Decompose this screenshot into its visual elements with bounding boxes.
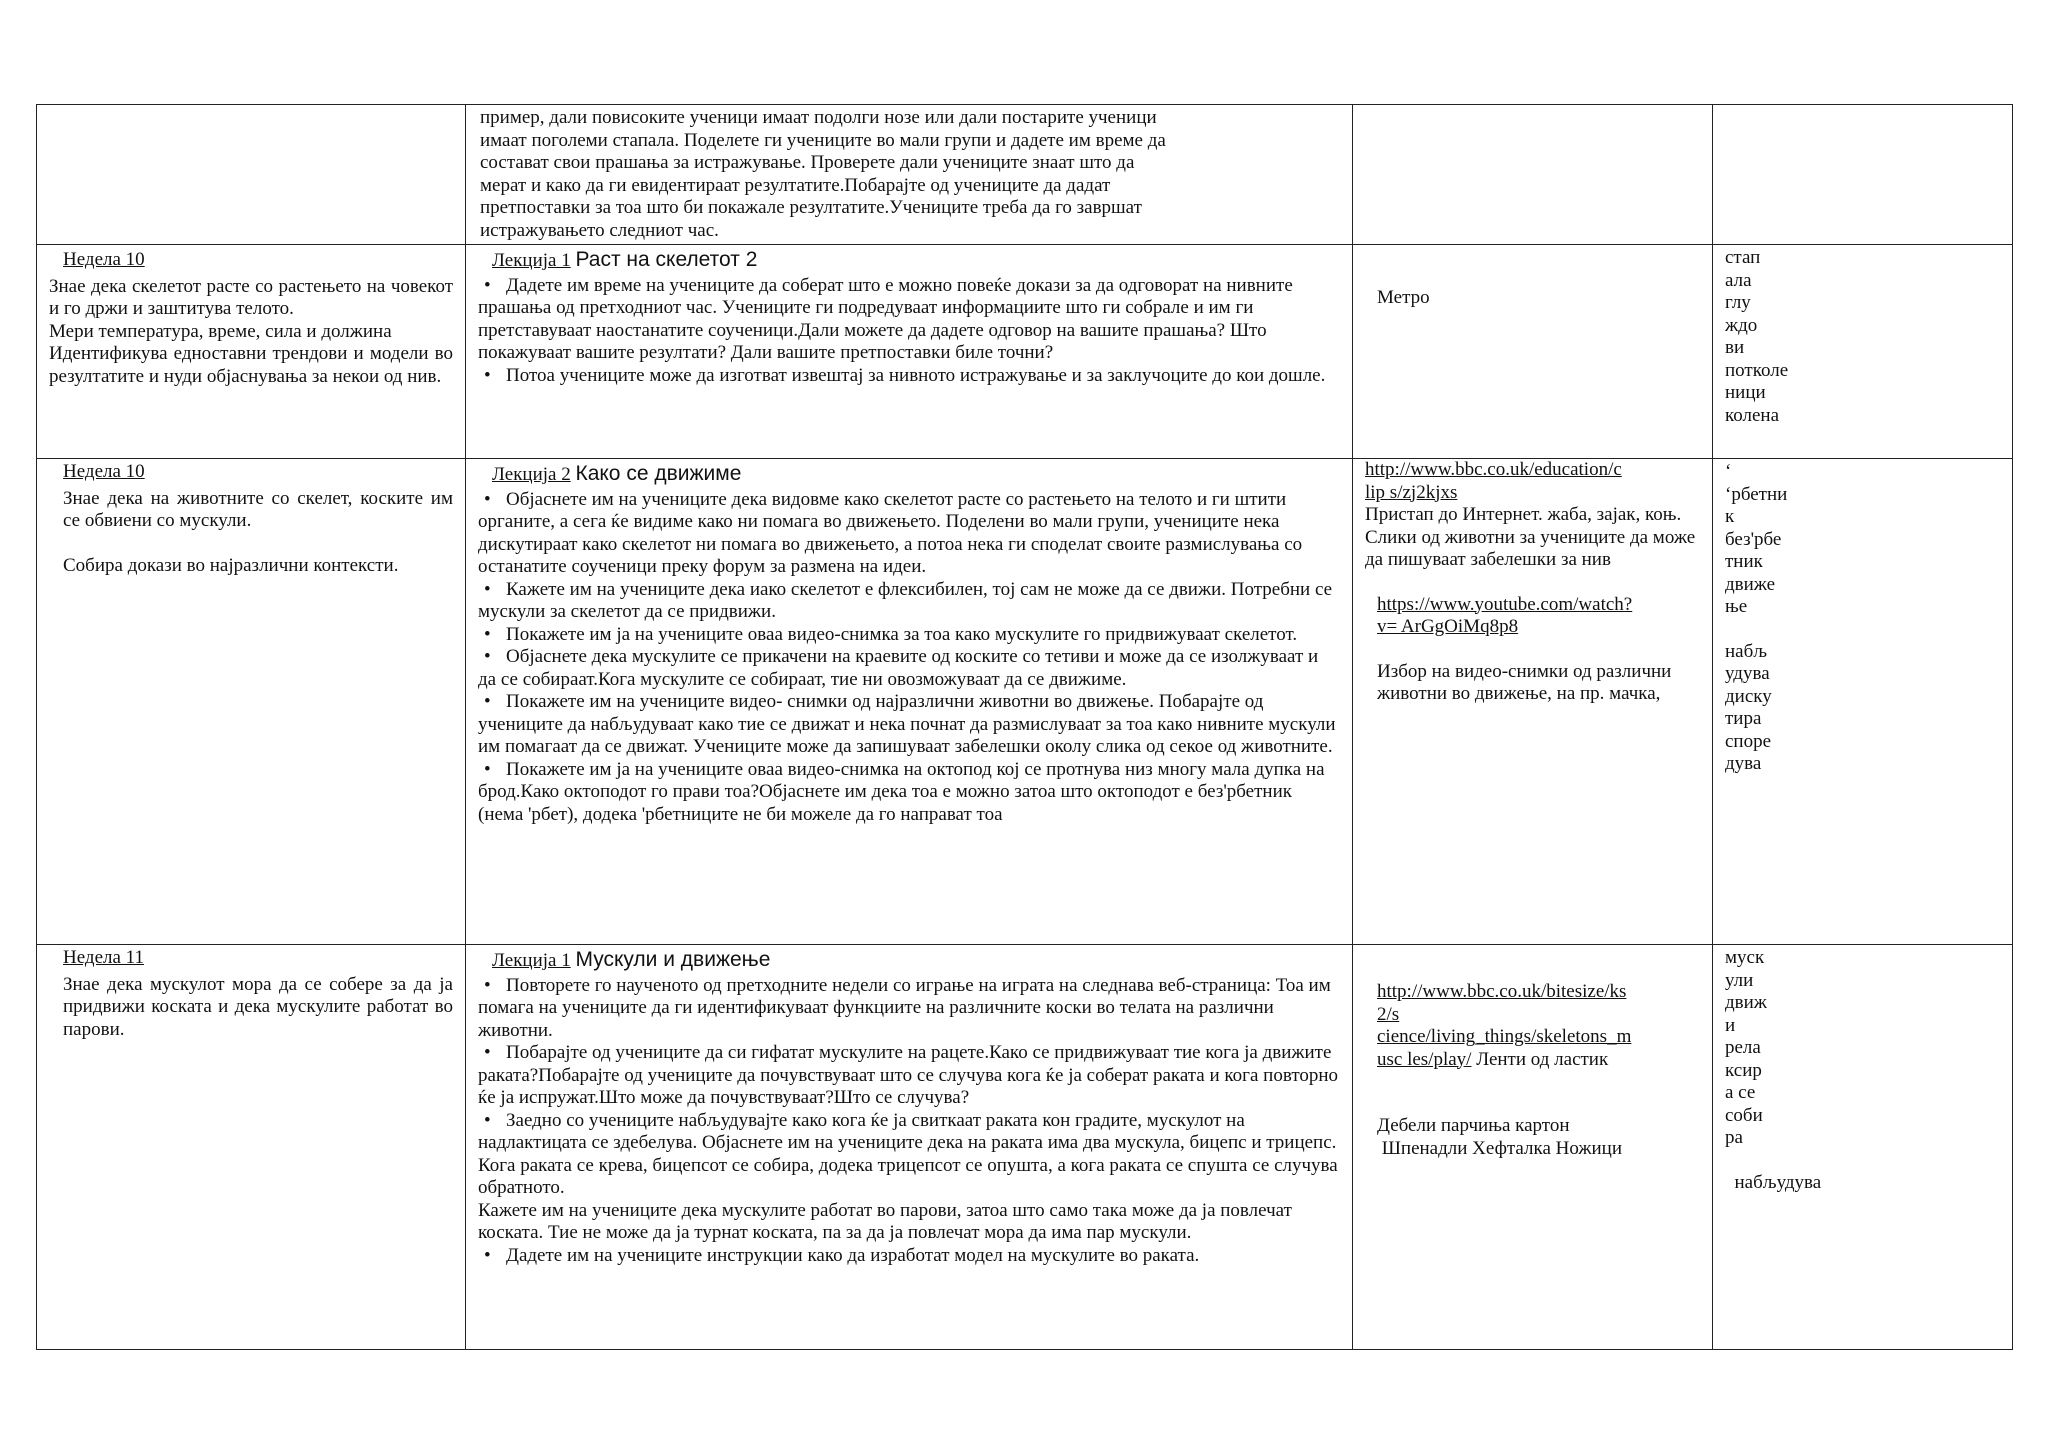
resource-text: Шпенадли Хефталка Ножици — [1377, 1137, 1623, 1159]
vocabulary-cell — [1713, 105, 2013, 245]
activity-item: • Дадете им време на учениците да соберат што е можно повеќе докази за да одговорат на нивните прашања од претходниот час. Учениците ги подредуваат информациите што ги собрале и им ги претставуваат наостанатите соученици.Дали можете да дадете одговор на вашите прашања? Што покажуваат вашите резултати? Дали вашите претпоставки биле точни? — [478, 275, 1340, 365]
week-label: Недела 10 — [63, 461, 145, 482]
table-row — [37, 105, 2013, 245]
vocabulary-word: набљ — [1725, 640, 1768, 662]
vocabulary-word: движ — [1725, 992, 1767, 1013]
activity-item: • Покажете им ја на учениците оваа видео-снимка за тоа како мускулите го придвижуваат скелетот. — [478, 624, 1340, 647]
activity-line: имаат поголеми стапала. Поделете ги учениците во мали групи и дадете им време да — [480, 129, 1166, 151]
activity-line: претпоставки за тоа што би покажале резултатите.Учениците треба да го завршат — [480, 197, 1142, 218]
resource-spacer — [1365, 639, 1700, 661]
table-row — [37, 245, 2013, 459]
lesson-number: Лекција 1 — [492, 950, 571, 971]
resource-text: Ленти од ластик — [1471, 1048, 1609, 1070]
goal-spacer — [63, 533, 453, 555]
activity-line: истражувањето следниот час. — [480, 219, 719, 241]
vocabulary-word: удува — [1725, 663, 1770, 684]
vocabulary-word: движе — [1725, 573, 1776, 595]
vocabulary-word: ала — [1725, 269, 1752, 291]
goal-text: Идентификува едноставни трендови и модели во резултатите и нуди објаснувања за некои од нив. — [49, 343, 453, 387]
activity-line: мерат и како да ги евидентираат резултатите.Побарајте од учениците да дадат — [480, 174, 1111, 196]
activities-cell — [466, 459, 1353, 945]
vocabulary-word: ви — [1725, 337, 1745, 358]
resource-text: Дебели парчиња картон — [1377, 1115, 1570, 1136]
lesson-number: Лекција 1 — [492, 250, 571, 271]
vocabulary-word: стап — [1725, 247, 1761, 268]
lesson-title: Како се движиме — [575, 462, 742, 485]
vocabulary-word: муск — [1725, 947, 1765, 968]
vocabulary-word: ра — [1725, 1127, 1743, 1148]
vocabulary-word: ње — [1725, 596, 1748, 617]
goals-cell — [37, 459, 466, 945]
goal-text: Собира докази во најразлични контексти. — [63, 554, 399, 576]
vocabulary-word: без'рбе — [1725, 528, 1782, 550]
activity-item: • Потоа учениците може да изготват извештај за нивното истражување и за заклучоците до кои дошле. — [478, 365, 1340, 388]
vocabulary-word: тира — [1725, 708, 1762, 729]
vocabulary-word: ници — [1725, 382, 1766, 403]
vocabulary-word: ‘ — [1725, 461, 1732, 482]
week-label: Недела 11 — [63, 947, 144, 968]
bbc-video-link[interactable]: http://www.bbc.co.uk/education/c lip s/zj2kjxs — [1365, 459, 1622, 503]
vocabulary-word: ули — [1725, 969, 1754, 991]
goals-cell — [37, 945, 466, 1350]
resource-text: Пристап до Интернет. жаба, зајак, коњ. — [1365, 504, 1682, 525]
vocabulary-word: глу — [1725, 292, 1751, 313]
lesson-title: Раст на скелетот 2 — [575, 248, 758, 271]
activities-cell — [466, 105, 1353, 245]
activity-item: • Покажете им на учениците видео- снимки од најразлични животни во движење. Побарајте од учениците да набљудуваат како тие се движат и нека почнат да размислуваат за тоа како нивните мускули им помагаат да се движат. Учениците може да запишуваат забелешки околу слика од секое од животните. — [478, 691, 1340, 759]
resource-text: Слики од животни за учениците да може да пишуваат забелешки за нив — [1365, 526, 1696, 570]
vocabulary-word: тник — [1725, 551, 1763, 572]
lesson-heading — [492, 249, 1340, 273]
activity-item: • Кажете им на учениците дека иако скелетот е флексибилен, тој сам не може да се движи. Потребни се мускули за скелетот да се придвижи. — [478, 579, 1340, 624]
lesson-heading — [492, 463, 1340, 487]
activity-item: Кажете им на учениците дека мускулите работат во парови, затоа што само така може да ја повлечат коската. Тие не може да ја турнат коската, па за да ја повлечат мора да има пар мускули. — [478, 1199, 1292, 1243]
resources-cell — [1353, 105, 1713, 245]
resources-cell — [1353, 459, 1713, 945]
lesson-plan-table — [36, 104, 2013, 1350]
activity-item: • Дадете им на учениците инструкции како да изработат модел на мускулите во раката. — [478, 1245, 1340, 1268]
goal-text: Знае дека скелетот расте со растењето на човекот и го држи и заштитува телото. — [49, 275, 453, 319]
goal-text: Знае дека на животните со скелет, коските им се обвиени со мускули. — [63, 487, 453, 531]
vocabulary-cell — [1713, 245, 2013, 459]
activity-item: • Објаснете им на учениците дека видовме како скелетот расте со растењето на телото и ги штити органите, а сега ќе видиме како ни помага во движењето. Поделени во мали групи, учениците нека дискутираат како скелетот ни помага во движењето, а потоа нека ги споделат своите размислувања со останатите соученици преку форум за размена на идеи. — [478, 489, 1340, 579]
bbc-bitesize-link[interactable]: http://www.bbc.co.uk/bitesize/ks 2/s cience/living_things/skeletons_m usc les/play/ — [1377, 981, 1632, 1070]
vocabulary-cell — [1713, 945, 2013, 1350]
vocabulary-word: ждо — [1725, 314, 1758, 336]
vocabulary-spacer — [1725, 619, 2008, 641]
vocabulary-word: рела — [1725, 1037, 1761, 1058]
goals-cell — [37, 245, 466, 459]
activities-cell — [466, 945, 1353, 1350]
goal-text: Мери температура, време, сила и должина — [49, 320, 392, 342]
vocabulary-word: потколе — [1725, 359, 1789, 381]
lesson-heading — [492, 949, 1340, 973]
activities-cell — [466, 245, 1353, 459]
vocabulary-word: диску — [1725, 685, 1772, 707]
resource-spacer — [1365, 572, 1700, 594]
resources-cell — [1353, 945, 1713, 1350]
vocabulary-cell — [1713, 459, 2013, 945]
activity-line: пример, дали повисоките ученици имаат подолги нозе или дали постарите ученици — [480, 107, 1157, 128]
vocabulary-word: соби — [1725, 1104, 1763, 1126]
activity-item: • Објаснете дека мускулите се прикачени на краевите од коските со тетиви и може да се изолжуваат и да се собираат.Кога мускулите се собираат, тие ни овозможуваат да се движиме. — [478, 646, 1340, 691]
vocabulary-word: споре — [1725, 730, 1772, 752]
table-row — [37, 459, 2013, 945]
youtube-video-link[interactable]: https://www.youtube.com/watch? v= ArGgOiMq8p8 — [1377, 593, 1633, 637]
lesson-number: Лекција 2 — [492, 464, 571, 485]
activity-item: • Заедно со учениците набљудувајте како кога ќе ја свиткаат раката кон градите, мускулот на надлактицата се здебелува. Објаснете им на учениците дека на раката има два мускула, бицепс и трицепс. Кога раката се крева, бицепсот се собира, додека трицепсот се опушта, а кога раката се спушта се случува обратното. — [478, 1110, 1340, 1200]
vocabulary-word: колена — [1725, 404, 1780, 426]
resource-text: Метро — [1377, 287, 1430, 308]
vocabulary-word: и — [1725, 1014, 1736, 1036]
goals-cell — [37, 105, 466, 245]
goal-text: Знае дека мускулот мора да се собере за да ја придвижи коската и дека мускулите работат во парови. — [63, 973, 453, 1040]
vocabulary-word: дува — [1725, 753, 1762, 774]
week-label: Недела 10 — [63, 249, 145, 270]
resource-line — [1377, 981, 1700, 1071]
activity-line: состават свои прашања за истражување. Проверете дали учениците знаат што да — [480, 152, 1135, 173]
vocabulary-spacer — [1725, 1150, 2008, 1172]
resources-cell — [1353, 245, 1713, 459]
vocabulary-word: набљудува — [1725, 1171, 1822, 1193]
activity-item: • Покажете им ја на учениците оваа видео-снимка на октопод кој се протнува низ многу мала дупка на брод.Како октоподот го прави тоа?Објаснете им дека тоа е можно затоа што октоподот е без'рбетник (нема 'рбет), додека 'рбетниците не би можеле да го направат тоа — [478, 759, 1340, 827]
vocabulary-word: ‘рбетни — [1725, 483, 1788, 505]
activity-item: • Повторете го наученото од претходните недели со играње на играта на следнава веб-страница: Тоа им помага на учениците да ги идентификуваат функциите на различните коски во телата на различни животни. — [478, 975, 1340, 1043]
resource-text: Избор на видео-снимки од различни животни во движење, на пр. мачка, — [1377, 660, 1672, 704]
table-row — [37, 945, 2013, 1350]
vocabulary-word: к — [1725, 506, 1735, 527]
activity-item: • Побарајте од учениците да си гифатат мускулите на рацете.Како се придвижуваат тие кога ја движите раката?Побарајте од учениците да почувствуваат што се случува кога ќе ја соберат раката и кога повторно ќе ја испружат.Што може да почувствуваат?Што се случува? — [478, 1042, 1340, 1110]
resource-spacer — [1377, 1093, 1700, 1115]
resource-spacer — [1377, 1071, 1700, 1093]
lesson-title: Мускули и движење — [575, 948, 771, 971]
vocabulary-word: ксир — [1725, 1059, 1762, 1081]
vocabulary-word: а се — [1725, 1082, 1756, 1103]
